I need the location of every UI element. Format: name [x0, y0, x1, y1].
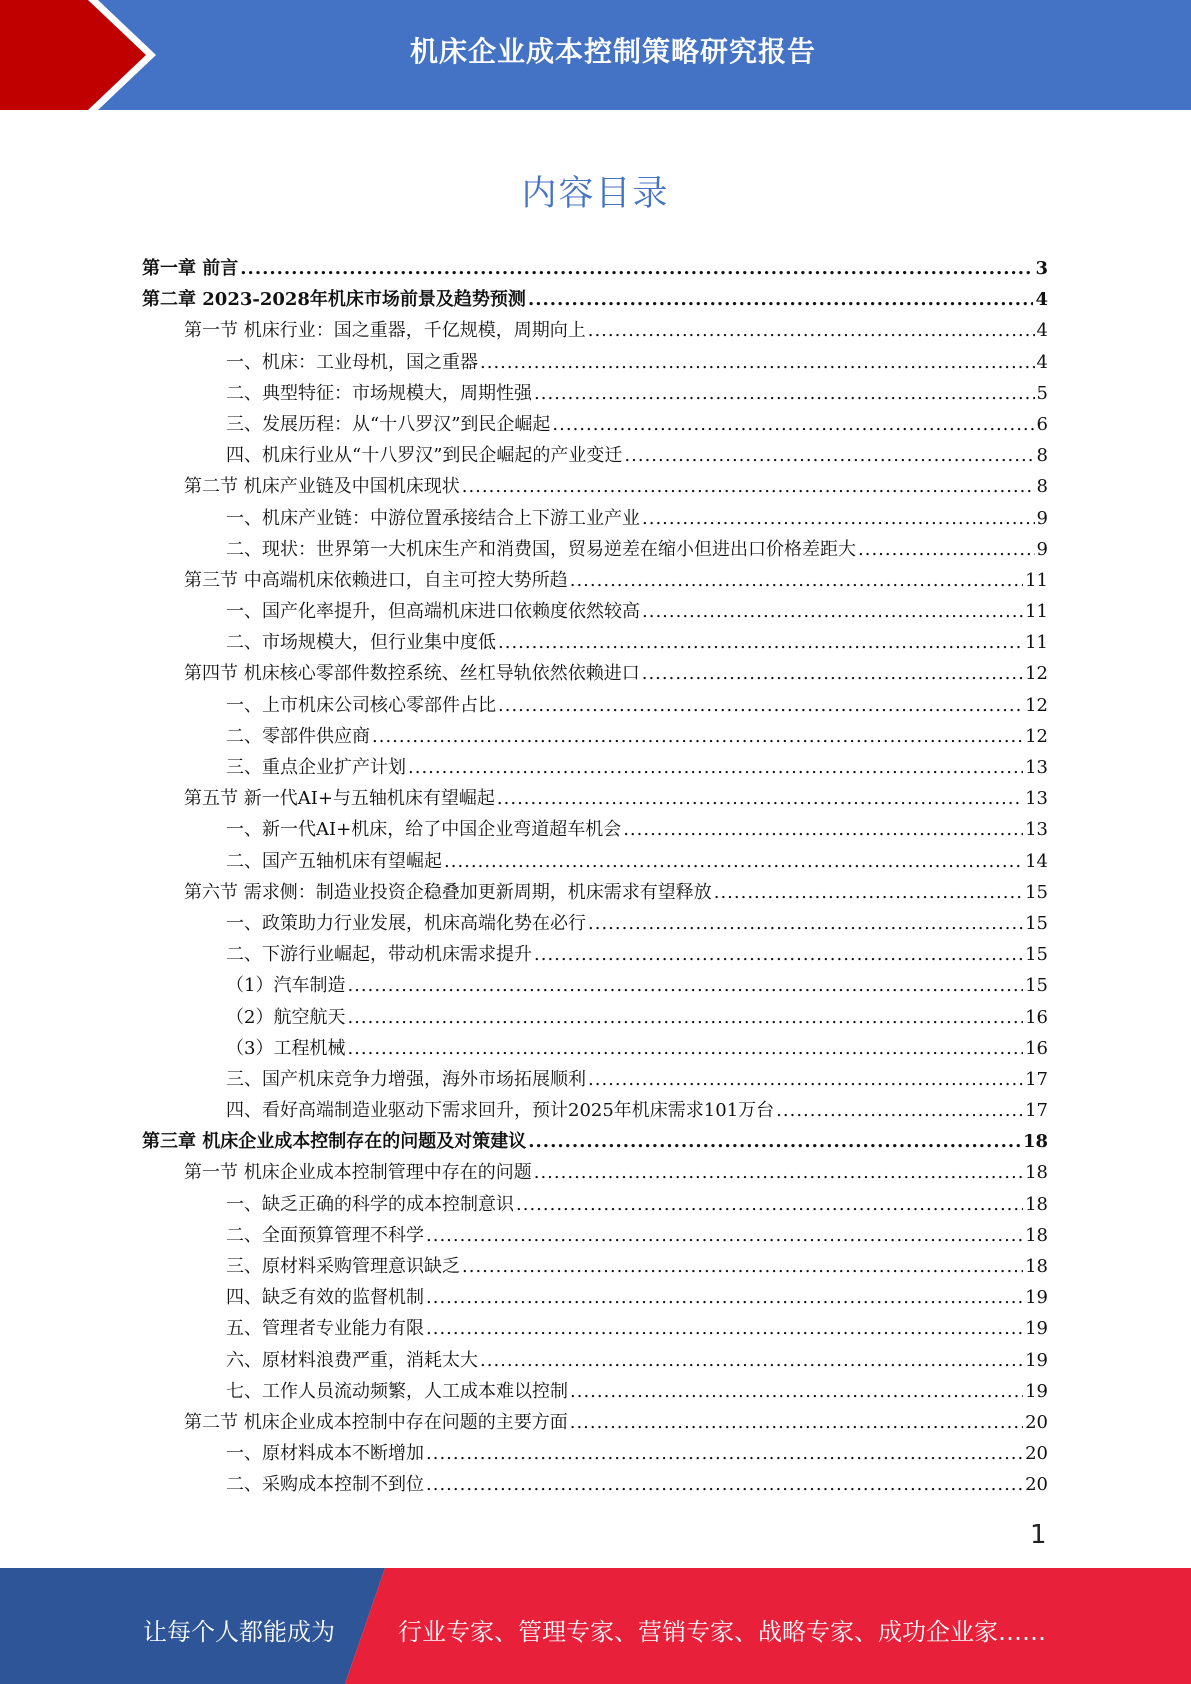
toc-entry-page: 12 — [1025, 663, 1048, 685]
toc-leader-dots — [588, 315, 1035, 346]
toc-leader-dots — [570, 565, 1023, 596]
toc-entry-label: 四、机床行业从“十八罗汉”到民企崛起的产业变迁 — [226, 445, 623, 467]
toc-entry-label: 三、发展历程：从“十八罗汉”到民企崛起 — [226, 413, 551, 435]
toc-entry[interactable] — [142, 1469, 1048, 1500]
toc-entry[interactable] — [142, 471, 1048, 502]
toc-leader-dots — [426, 1313, 1023, 1344]
toc-leader-dots — [372, 721, 1023, 752]
toc-leader-dots — [480, 347, 1035, 378]
toc-entry-label: （1）汽车制造 — [226, 975, 346, 997]
toc-entry-page: 19 — [1025, 1287, 1048, 1309]
toc-entry[interactable] — [142, 1064, 1048, 1095]
toc-entry[interactable] — [142, 409, 1048, 440]
toc-entry[interactable] — [142, 1033, 1048, 1064]
toc-entry[interactable] — [142, 1282, 1048, 1313]
toc-entry[interactable] — [142, 658, 1048, 689]
page-number: 1 — [1030, 1520, 1047, 1550]
toc-leader-dots — [534, 1157, 1023, 1188]
toc-entry-label: 第二章 2023-2028年机床市场前景及趋势预测 — [142, 289, 526, 311]
toc-leader-dots — [624, 440, 1034, 471]
toc-entry-label: 一、缺乏正确的科学的成本控制意识 — [226, 1193, 514, 1215]
toc-entry[interactable] — [142, 877, 1048, 908]
toc-leader-dots — [570, 1376, 1023, 1407]
toc-entry-label: 一、政策助力行业发展，机床高端化势在必行 — [226, 912, 586, 934]
toc-entry-label: 第二节 机床企业成本控制中存在问题的主要方面 — [184, 1411, 568, 1433]
toc-entry-page: 19 — [1025, 1349, 1048, 1371]
toc-entry[interactable] — [142, 721, 1048, 752]
toc-entry-page: 18 — [1025, 1224, 1048, 1246]
toc-leader-dots — [552, 409, 1034, 440]
toc-entry-page: 9 — [1036, 507, 1048, 529]
toc-entry-label: 第四节 机床核心零部件数控系统、丝杠导轨依然依赖进口 — [184, 663, 640, 685]
header-band — [0, 0, 1191, 110]
toc-entry-page: 20 — [1025, 1443, 1048, 1465]
toc-entry-label: 二、零部件供应商 — [226, 725, 370, 747]
toc-entry-page: 4 — [1036, 320, 1048, 342]
toc-entry[interactable] — [142, 1220, 1048, 1251]
toc-entry[interactable] — [142, 596, 1048, 627]
toc-entry[interactable] — [142, 440, 1048, 471]
toc-entry-label: 一、原材料成本不断增加 — [226, 1443, 424, 1465]
footer-slogan-left: 让每个人都能成为 — [143, 1618, 335, 1646]
toc-leader-dots — [588, 1064, 1023, 1095]
toc-leader-dots — [347, 970, 1023, 1001]
toc-entry-label: 一、机床产业链：中游位置承接结合上下游工业产业 — [226, 507, 640, 529]
toc-entry-page: 8 — [1036, 476, 1048, 498]
toc-entry-label: 七、工作人员流动频繁，人工成本难以控制 — [226, 1380, 568, 1402]
toc-leader-dots — [426, 1282, 1023, 1313]
toc-entry-label: （3）工程机械 — [226, 1037, 346, 1059]
toc-entry[interactable] — [142, 939, 1048, 970]
toc-entry[interactable] — [142, 378, 1048, 409]
toc-entry-label: 一、上市机床公司核心零部件占比 — [226, 694, 496, 716]
toc-entry[interactable] — [142, 690, 1048, 721]
toc-entry-label: 三、国产机床竞争力增强，海外市场拓展顺利 — [226, 1068, 586, 1090]
toc-leader-dots — [426, 1469, 1023, 1500]
toc-entry[interactable] — [142, 752, 1048, 783]
toc-entry[interactable] — [142, 253, 1048, 284]
toc-entry-label: 第六节 需求侧：制造业投资企稳叠加更新周期，机床需求有望释放 — [184, 881, 712, 903]
toc-entry[interactable] — [142, 1313, 1048, 1344]
toc-entry-label: 一、国产化率提升，但高端机床进口依赖度依然较高 — [226, 601, 640, 623]
toc-entry-page: 18 — [1025, 1256, 1048, 1277]
toc-entry-page: 16 — [1025, 1006, 1048, 1028]
toc-leader-dots — [462, 1251, 1023, 1282]
toc-entry-page: 13 — [1025, 788, 1048, 810]
toc-entry[interactable] — [142, 1376, 1048, 1407]
toc-entry[interactable] — [142, 347, 1048, 378]
toc-entry-page: 9 — [1036, 538, 1048, 560]
toc-entry-page: 18 — [1025, 1162, 1048, 1184]
toc-entry-page: 18 — [1025, 1193, 1048, 1215]
toc-leader-dots — [714, 877, 1023, 908]
toc-entry[interactable] — [142, 534, 1048, 565]
toc-entry-label: 第一节 机床企业成本控制管理中存在的问题 — [184, 1162, 532, 1184]
toc-entry[interactable] — [142, 1126, 1048, 1157]
toc-entry-page: 18 — [1022, 1131, 1048, 1153]
toc-leader-dots — [497, 783, 1023, 814]
toc-entry[interactable] — [142, 1157, 1048, 1188]
footer-slogan-right: 行业专家、管理专家、营销专家、战略专家、成功企业家…… — [398, 1618, 1046, 1646]
toc-entry-page: 15 — [1025, 912, 1048, 934]
toc-entry-label: 二、全面预算管理不科学 — [226, 1224, 424, 1246]
table-of-contents — [142, 253, 1048, 1501]
toc-leader-dots — [642, 503, 1035, 534]
toc-leader-dots — [534, 939, 1023, 970]
toc-entry-label: 六、原材料浪费严重，消耗太大 — [226, 1349, 478, 1371]
toc-entry[interactable] — [142, 1407, 1048, 1438]
toc-entry-page: 13 — [1025, 757, 1048, 778]
toc-entry-page: 15 — [1025, 881, 1048, 903]
toc-leader-dots — [642, 658, 1023, 689]
toc-entry-page: 4 — [1036, 351, 1048, 373]
toc-leader-dots — [347, 1002, 1023, 1033]
toc-leader-dots — [426, 1220, 1023, 1251]
toc-entry[interactable] — [142, 284, 1048, 315]
toc-entry[interactable] — [142, 846, 1048, 877]
toc-leader-dots — [347, 1033, 1023, 1064]
toc-entry-page: 17 — [1025, 1068, 1048, 1090]
toc-entry[interactable] — [142, 783, 1048, 814]
toc-entry-label: 四、看好高端制造业驱动下需求回升，预计2025年机床需求101万台 — [226, 1100, 775, 1122]
toc-entry-page: 15 — [1025, 975, 1048, 997]
toc-entry-page: 12 — [1025, 694, 1048, 716]
toc-entry[interactable] — [142, 627, 1048, 658]
toc-entry[interactable] — [142, 1438, 1048, 1469]
toc-entry[interactable] — [142, 1251, 1048, 1282]
footer-band — [0, 1568, 1191, 1684]
toc-entry-page: 19 — [1025, 1380, 1048, 1402]
toc-entry-page: 20 — [1025, 1474, 1048, 1496]
toc-leader-dots — [426, 1438, 1023, 1469]
toc-entry[interactable] — [142, 565, 1048, 596]
toc-leader-dots — [480, 1345, 1023, 1376]
toc-entry-page: 12 — [1025, 725, 1048, 747]
toc-entry-page: 14 — [1025, 850, 1048, 872]
toc-entry-page: 13 — [1025, 819, 1048, 841]
toc-entry-page: 8 — [1036, 445, 1048, 467]
toc-entry-label: 二、现状：世界第一大机床生产和消费国，贸易逆差在缩小但进出口价格差距大 — [226, 538, 856, 560]
toc-entry-page: 11 — [1025, 601, 1048, 623]
toc-leader-dots — [408, 752, 1023, 783]
toc-entry[interactable] — [142, 970, 1048, 1001]
toc-entry-page: 3 — [1035, 258, 1048, 279]
toc-entry-label: 五、管理者专业能力有限 — [226, 1318, 424, 1340]
toc-entry[interactable] — [142, 315, 1048, 346]
toc-entry[interactable] — [142, 1189, 1048, 1220]
toc-entry-label: 四、缺乏有效的监督机制 — [226, 1287, 424, 1309]
toc-entry-page: 20 — [1025, 1411, 1048, 1433]
toc-entry-page: 15 — [1025, 944, 1048, 966]
toc-entry-label: 二、市场规模大，但行业集中度低 — [226, 632, 496, 654]
toc-entry[interactable] — [142, 908, 1048, 939]
toc-leader-dots — [462, 471, 1035, 502]
toc-entry-page: 6 — [1036, 413, 1048, 435]
toc-entry-label: 第五节 新一代AI+与五轴机床有望崛起 — [184, 788, 495, 810]
toc-entry[interactable] — [142, 1345, 1048, 1376]
toc-leader-dots — [528, 1126, 1021, 1157]
toc-heading: 内容目录 — [521, 174, 670, 214]
toc-leader-dots — [240, 253, 1033, 284]
toc-entry-label: 二、典型特征：市场规模大，周期性强 — [226, 382, 532, 404]
toc-leader-dots — [444, 846, 1023, 877]
toc-leader-dots — [776, 1095, 1023, 1126]
toc-entry-label: 一、新一代AI+机床，给了中国企业弯道超车机会 — [226, 819, 622, 841]
toc-leader-dots — [858, 534, 1035, 565]
toc-leader-dots — [534, 378, 1035, 409]
toc-entry[interactable] — [142, 503, 1048, 534]
toc-entry-label: 一、机床：工业母机，国之重器 — [226, 351, 478, 373]
toc-entry-label: （2）航空航天 — [226, 1006, 346, 1028]
toc-entry-label: 第三节 中高端机床依赖进口，自主可控大势所趋 — [184, 569, 568, 591]
toc-entry-label: 二、国产五轴机床有望崛起 — [226, 850, 442, 872]
toc-entry-label: 二、采购成本控制不到位 — [226, 1474, 424, 1496]
toc-entry-label: 第二节 机床产业链及中国机床现状 — [184, 476, 460, 498]
toc-leader-dots — [623, 814, 1023, 845]
toc-entry[interactable] — [142, 1095, 1048, 1126]
toc-leader-dots — [642, 596, 1023, 627]
toc-entry-page: 4 — [1035, 289, 1048, 311]
toc-entry-page: 5 — [1036, 382, 1048, 404]
toc-entry-label: 第三章 机床企业成本控制存在的问题及对策建议 — [142, 1131, 527, 1153]
toc-entry-label: 三、原材料采购管理意识缺乏 — [226, 1256, 460, 1277]
toc-entry-label: 三、重点企业扩产计划 — [226, 757, 406, 778]
toc-entry-label: 二、下游行业崛起，带动机床需求提升 — [226, 944, 532, 966]
toc-entry-label: 第一章 前言 — [142, 258, 239, 279]
toc-entry-page: 11 — [1025, 569, 1048, 591]
toc-entry[interactable] — [142, 814, 1048, 845]
toc-leader-dots — [498, 690, 1023, 721]
toc-entry-page: 19 — [1025, 1318, 1048, 1340]
toc-leader-dots — [516, 1189, 1023, 1220]
report-title: 机床企业成本控制策略研究报告 — [409, 35, 816, 68]
toc-entry-page: 16 — [1025, 1037, 1048, 1059]
toc-leader-dots — [528, 284, 1034, 315]
toc-entry-label: 第一节 机床行业：国之重器，千亿规模，周期向上 — [184, 320, 586, 342]
toc-leader-dots — [588, 908, 1023, 939]
toc-leader-dots — [498, 627, 1023, 658]
toc-entry[interactable] — [142, 1002, 1048, 1033]
toc-entry-page: 11 — [1025, 632, 1048, 654]
toc-entry-page: 17 — [1025, 1100, 1048, 1122]
toc-leader-dots — [570, 1407, 1023, 1438]
